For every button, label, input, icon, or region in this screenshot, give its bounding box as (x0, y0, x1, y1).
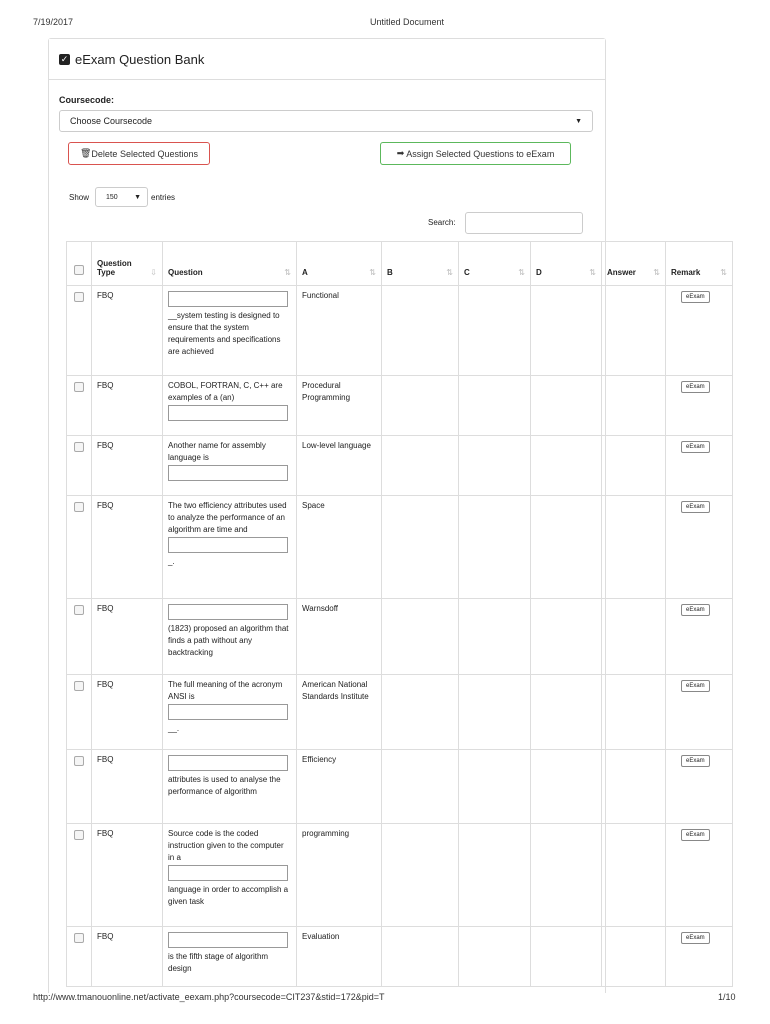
column-header-a[interactable] (297, 242, 382, 286)
option-c-cell (459, 436, 531, 496)
option-c-cell (459, 376, 531, 436)
answer-blank-input[interactable] (168, 604, 288, 620)
d-header-label: D (536, 268, 542, 277)
chevron-down-icon: ▼ (575, 117, 582, 125)
entries-value: 150 (106, 193, 118, 201)
answer-blank-input[interactable] (168, 932, 288, 948)
remark-cell (666, 927, 733, 987)
option-d-cell (531, 496, 602, 599)
table-row (67, 286, 733, 376)
eexam-button[interactable]: eExam (681, 932, 710, 944)
checkbox-checked-icon: ✓ (60, 54, 69, 64)
question-text-after: __system testing is designed to ensure that the system requirements and specifications are achieved (168, 311, 281, 356)
question-cell (163, 436, 297, 496)
c-header-label: C (464, 268, 470, 277)
sort-icon: ⇅ (369, 268, 376, 277)
column-header-d[interactable] (531, 242, 602, 286)
coursecode-select[interactable] (59, 110, 593, 132)
option-a-cell: American National Standards Institute (297, 675, 382, 750)
eexam-button[interactable]: eExam (681, 829, 710, 841)
question-text-before: Source code is the coded instruction given to the computer in a (168, 829, 284, 862)
row-checkbox[interactable] (74, 830, 84, 840)
row-checkbox[interactable] (74, 292, 84, 302)
table-row (67, 496, 733, 599)
option-c-cell (459, 286, 531, 376)
option-a-cell: Warnsdoff (297, 599, 382, 675)
row-select-cell (67, 286, 92, 376)
assign-selected-button[interactable] (380, 142, 571, 165)
option-d-cell (531, 286, 602, 376)
eexam-button[interactable]: eExam (681, 680, 710, 692)
coursecode-selected: Choose Coursecode (70, 116, 153, 126)
delete-button-label: Delete Selected Questions (91, 148, 198, 159)
print-url: http://www.tmanouonline.net/activate_eexam.php?coursecode=CIT237&stid=172&pid=T (33, 992, 385, 1002)
question-text-after: attributes is used to analyse the performance of algorithm (168, 775, 281, 796)
question-cell (163, 496, 297, 599)
option-d-cell (531, 436, 602, 496)
eexam-button[interactable]: eExam (681, 441, 710, 453)
row-checkbox[interactable] (74, 756, 84, 766)
type-cell: FBQ (92, 750, 163, 824)
answer-cell (602, 750, 666, 824)
question-cell (163, 675, 297, 750)
answer-cell (602, 675, 666, 750)
question-text-before: COBOL, FORTRAN, C, C++ are examples of a (an) (168, 381, 283, 402)
question-text-before: The full meaning of the acronym ANSI is (168, 680, 283, 701)
remark-cell (666, 599, 733, 675)
option-a-cell: Efficiency (297, 750, 382, 824)
option-c-cell (459, 750, 531, 824)
answer-cell (602, 927, 666, 987)
eexam-button[interactable]: eExam (681, 755, 710, 767)
remark-cell (666, 436, 733, 496)
row-select-cell (67, 824, 92, 927)
option-c-cell (459, 675, 531, 750)
entries-label: entries (151, 193, 176, 202)
column-header-b[interactable] (382, 242, 459, 286)
answer-cell (602, 286, 666, 376)
option-d-cell (531, 376, 602, 436)
sort-icon: ⇅ (653, 268, 660, 277)
answer-cell (602, 496, 666, 599)
question-cell (163, 286, 297, 376)
question-cell (163, 599, 297, 675)
answer-blank-input[interactable] (168, 291, 288, 307)
column-header-type[interactable] (92, 242, 163, 286)
select-all-checkbox[interactable] (74, 265, 84, 275)
panel-title-text: eExam Question Bank (75, 52, 205, 67)
type-header-line1: Question (97, 259, 132, 268)
questions-table (66, 241, 733, 987)
print-page-number: 1/10 (718, 992, 736, 1002)
row-checkbox[interactable] (74, 382, 84, 392)
question-cell (163, 824, 297, 927)
answer-cell (602, 436, 666, 496)
option-a-cell: Procedural Programming (297, 376, 382, 436)
row-checkbox[interactable] (74, 681, 84, 691)
b-header-label: B (387, 268, 393, 277)
answer-blank-input[interactable] (168, 704, 288, 720)
entries-select[interactable] (95, 187, 148, 207)
table-row (67, 927, 733, 987)
type-cell: FBQ (92, 824, 163, 927)
option-c-cell (459, 927, 531, 987)
option-a-cell: Evaluation (297, 927, 382, 987)
question-header-label: Question (168, 268, 203, 277)
question-text-after: _. (168, 557, 175, 566)
option-b-cell (382, 496, 459, 599)
option-c-cell (459, 599, 531, 675)
type-cell: FBQ (92, 599, 163, 675)
sort-icon: ⇅ (720, 268, 727, 277)
sort-icon: ⇅ (589, 268, 596, 277)
option-b-cell (382, 599, 459, 675)
table-row (67, 750, 733, 824)
arrow-right-icon: ➡ (396, 148, 405, 158)
question-text-after: is the fifth stage of algorithm design (168, 952, 269, 973)
answer-blank-input[interactable] (168, 537, 288, 553)
remark-cell (666, 286, 733, 376)
question-text-before: The two efficiency attributes used to analyze the performance of an algorithm are time and (168, 501, 287, 534)
option-b-cell (382, 376, 459, 436)
assign-button-label: Assign Selected Questions to eExam (406, 148, 555, 159)
option-b-cell (382, 750, 459, 824)
type-cell: FBQ (92, 675, 163, 750)
answer-blank-input[interactable] (168, 405, 288, 421)
column-header-question[interactable] (163, 242, 297, 286)
option-d-cell (531, 675, 602, 750)
option-b-cell (382, 824, 459, 927)
question-cell (163, 750, 297, 824)
answer-cell (602, 599, 666, 675)
sort-icon: ⇅ (446, 268, 453, 277)
row-checkbox[interactable] (74, 502, 84, 512)
option-b-cell (382, 436, 459, 496)
type-header-line2: Type (97, 268, 116, 277)
option-b-cell (382, 286, 459, 376)
remark-cell (666, 675, 733, 750)
remark-cell (666, 376, 733, 436)
a-header-label: A (302, 268, 308, 277)
option-b-cell (382, 675, 459, 750)
row-select-cell (67, 376, 92, 436)
column-header-c[interactable] (459, 242, 531, 286)
table-row (67, 436, 733, 496)
eexam-button[interactable]: eExam (681, 291, 710, 303)
print-title: Untitled Document (370, 17, 445, 27)
type-cell: FBQ (92, 496, 163, 599)
type-cell: FBQ (92, 376, 163, 436)
table-row (67, 376, 733, 436)
eexam-button[interactable]: eExam (681, 604, 710, 616)
show-label: Show (69, 193, 90, 202)
trash-icon: 🗑 (79, 148, 92, 158)
option-a-cell: Functional (297, 286, 382, 376)
search-label: Search: (428, 218, 456, 227)
option-d-cell (531, 927, 602, 987)
sort-icon: ⇅ (284, 268, 291, 277)
question-text-before: Another name for assembly language is (168, 441, 266, 462)
chevron-down-icon: ▼ (134, 193, 141, 201)
row-select-cell (67, 927, 92, 987)
row-select-cell (67, 750, 92, 824)
row-select-cell (67, 496, 92, 599)
eexam-button[interactable]: eExam (681, 381, 710, 393)
question-text-after: language in order to accomplish a given task (168, 885, 289, 906)
row-select-cell (67, 599, 92, 675)
table-row (67, 824, 733, 927)
answer-header-label: Answer (607, 268, 636, 277)
option-c-cell (459, 496, 531, 599)
remark-cell (666, 750, 733, 824)
question-text-after: (1823) proposed an algorithm that finds a path without any backtracking (168, 624, 289, 657)
answer-blank-input[interactable] (168, 465, 288, 481)
table-header-row (67, 242, 733, 286)
option-b-cell (382, 927, 459, 987)
option-c-cell (459, 824, 531, 927)
eexam-button[interactable]: eExam (681, 501, 710, 513)
answer-cell (602, 376, 666, 436)
type-cell: FBQ (92, 286, 163, 376)
answer-blank-input[interactable] (168, 755, 288, 771)
type-cell: FBQ (92, 436, 163, 496)
question-cell (163, 927, 297, 987)
search-input[interactable] (465, 212, 583, 234)
row-select-cell (67, 436, 92, 496)
print-date: 7/19/2017 (33, 17, 74, 27)
option-d-cell (531, 750, 602, 824)
remark-header-label: Remark (671, 268, 701, 277)
answer-cell (602, 824, 666, 927)
answer-blank-input[interactable] (168, 865, 288, 881)
coursecode-label: Coursecode: (59, 95, 115, 105)
row-checkbox[interactable] (74, 442, 84, 452)
row-select-cell (67, 675, 92, 750)
table-row (67, 599, 733, 675)
option-d-cell (531, 599, 602, 675)
row-checkbox[interactable] (74, 933, 84, 943)
remark-cell (666, 496, 733, 599)
question-text-after: __. (168, 724, 180, 733)
option-a-cell: Space (297, 496, 382, 599)
option-a-cell: programming (297, 824, 382, 927)
column-header-answer[interactable] (602, 242, 666, 286)
remark-cell (666, 824, 733, 927)
option-a-cell: Low-level language (297, 436, 382, 496)
delete-selected-button[interactable] (68, 142, 210, 165)
type-cell: FBQ (92, 927, 163, 987)
question-cell (163, 376, 297, 436)
table-row (67, 675, 733, 750)
row-checkbox[interactable] (74, 605, 84, 615)
panel-heading (49, 39, 605, 80)
select-all-header (67, 242, 92, 286)
column-header-remark[interactable] (666, 242, 733, 286)
option-d-cell (531, 824, 602, 927)
panel-title (59, 52, 204, 67)
sort-icon: ⇅ (518, 268, 525, 277)
sort-asc-icon: ⇩ (150, 268, 157, 277)
